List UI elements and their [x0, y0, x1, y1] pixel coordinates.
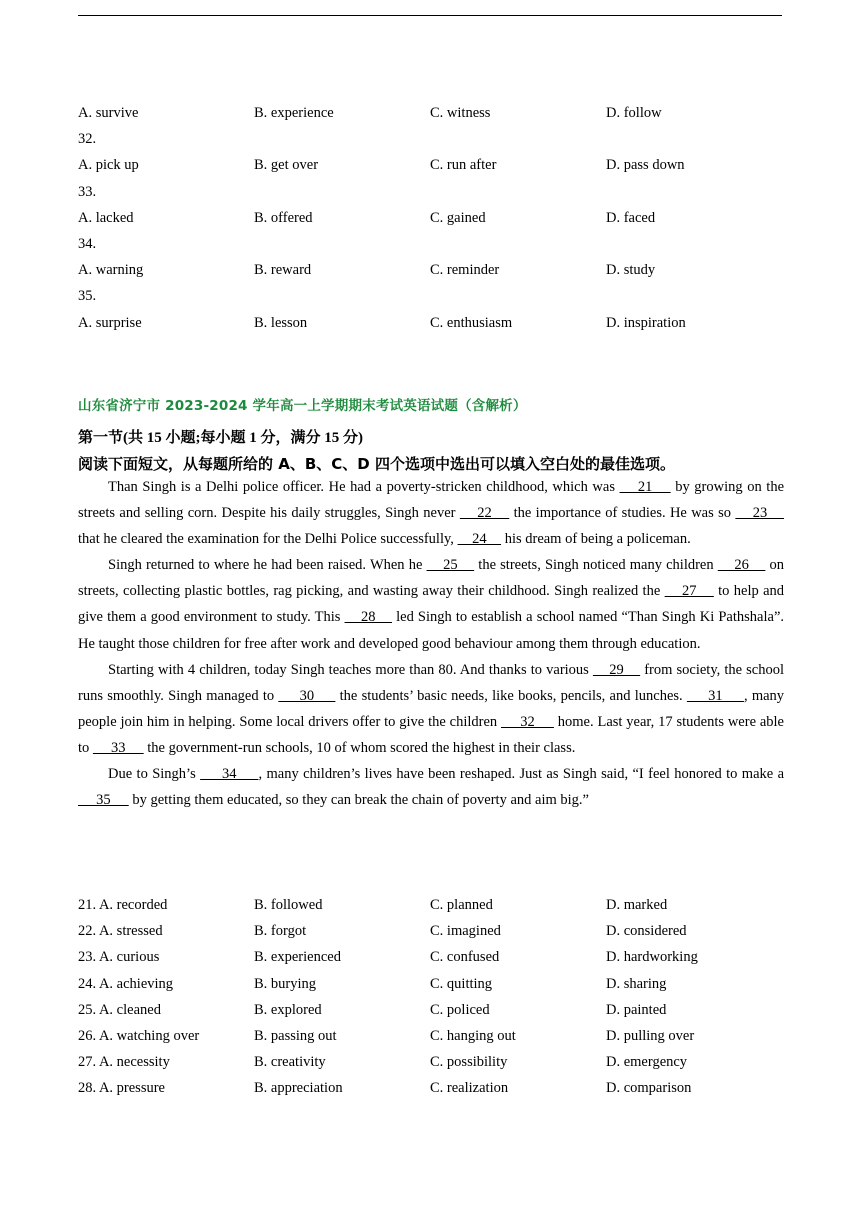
- option-b: B. experienced: [254, 949, 341, 966]
- question-row-27: [78, 1049, 782, 1075]
- option-c: C. confused: [430, 949, 500, 966]
- source-title-link[interactable]: 山东省济宁市 2023-2024 学年高一上学期期末考试英语试题（含解析）: [78, 398, 527, 414]
- option-a: A. surprise: [78, 314, 142, 331]
- option-row-31: [78, 100, 782, 126]
- passage-text: his dream of being a policeman.: [501, 531, 691, 548]
- previous-question-options: [78, 100, 782, 336]
- passage-text: that he cleared the examination for the Delhi Police successfully,: [78, 531, 458, 548]
- blank-30: 30: [278, 687, 336, 704]
- passage-text: to help and give them a good environment to study. This: [78, 583, 785, 626]
- passage-text: from society, the school runs smoothly. Singh managed to: [78, 661, 785, 704]
- question-number: 32.: [78, 131, 97, 148]
- paragraph-1: [78, 474, 784, 552]
- option-d: D. study: [606, 262, 656, 279]
- passage-text: the streets, Singh noticed many children: [474, 557, 718, 574]
- option-b: B. offered: [254, 209, 313, 226]
- question-row-22: [78, 918, 782, 944]
- option-a: 26. A. watching over: [78, 1027, 200, 1044]
- question-number-32: [78, 126, 782, 152]
- blank-31: 31: [686, 687, 744, 704]
- option-d: D. sharing: [606, 975, 667, 992]
- section-title: 第一节(共 15 小题;每小题 1 分，满分 15 分): [78, 430, 363, 446]
- option-b: B. lesson: [254, 314, 308, 331]
- blank-26: 26: [717, 557, 766, 574]
- option-d: D. inspiration: [606, 314, 686, 331]
- blank-22: 22: [459, 505, 510, 522]
- question-row-21: [78, 892, 782, 918]
- passage-text: home. Last year, 17 students were able to: [78, 713, 784, 756]
- option-a: 27. A. necessity: [78, 1054, 170, 1071]
- option-c: C. gained: [430, 209, 486, 226]
- option-d: D. emergency: [606, 1054, 688, 1071]
- option-b: B. appreciation: [254, 1080, 343, 1097]
- passage-text: the students’ basic needs, like books, pencils, and lunches.: [335, 687, 687, 704]
- option-b: B. get over: [254, 157, 319, 174]
- option-c: C. possibility: [430, 1054, 508, 1071]
- passage-text: , many children’s lives have been reshaped. Just as Singh said, “I feel honored to make a: [258, 766, 785, 783]
- option-d: D. marked: [606, 897, 668, 913]
- paragraph-3: [78, 657, 784, 761]
- option-d: D. comparison: [606, 1080, 692, 1097]
- question-row-25: [78, 997, 782, 1023]
- option-row-32: [78, 152, 782, 178]
- question-number: 33.: [78, 183, 97, 200]
- option-d: D. pass down: [606, 157, 685, 174]
- option-b: B. experience: [254, 105, 334, 121]
- question-number: 34.: [78, 235, 97, 252]
- option-b: B. reward: [254, 262, 312, 279]
- blank-24: 24: [457, 531, 502, 548]
- option-a: 24. A. achieving: [78, 975, 174, 992]
- passage-text: by growing on the streets and selling corn. Despite his daily struggles, Singh never: [78, 479, 784, 522]
- option-b: B. burying: [254, 975, 317, 992]
- option-c: C. imagined: [430, 923, 501, 940]
- blank-28: 28: [344, 609, 392, 626]
- option-d: D. considered: [606, 923, 687, 940]
- passage-text: Starting with 4 children, today Singh teaches more than 80. And thanks to various: [108, 661, 593, 678]
- option-b: B. explored: [254, 1001, 322, 1018]
- option-c: C. policed: [430, 1001, 490, 1018]
- option-d: D. hardworking: [606, 949, 698, 966]
- option-c: C. enthusiasm: [430, 314, 513, 331]
- question-row-24: [78, 971, 782, 997]
- option-row-33: [78, 205, 782, 231]
- option-d: D. pulling over: [606, 1027, 695, 1044]
- question-options: [78, 892, 782, 1102]
- passage-text: the government-run schools, 10 of whom scored the highest in their class.: [143, 739, 576, 756]
- passage-text: by getting them educated, so they can break the chain of poverty and aim big.”: [128, 792, 589, 809]
- reading-passage: [78, 474, 784, 813]
- option-row-34: [78, 257, 782, 283]
- blank-25: 25: [426, 557, 475, 574]
- passage-text: led Singh to establish a school named “Than Singh Ki Pathshala”. He taught those children for free after work and developed good behaviour among them through education.: [78, 609, 785, 652]
- blank-34: 34: [200, 766, 259, 783]
- option-b: B. creativity: [254, 1054, 326, 1071]
- option-c: C. hanging out: [430, 1027, 516, 1044]
- option-a: A. warning: [78, 262, 144, 279]
- option-c: C. planned: [430, 897, 493, 913]
- option-c: C. run after: [430, 157, 497, 174]
- paragraph-4: [78, 761, 784, 813]
- option-a: 22. A. stressed: [78, 923, 163, 940]
- option-c: C. realization: [430, 1080, 509, 1097]
- question-number-35: [78, 283, 782, 309]
- option-c: C. witness: [430, 105, 491, 121]
- option-d: D. follow: [606, 105, 662, 121]
- paragraph-2: [78, 552, 784, 656]
- header-rule: [78, 15, 782, 16]
- option-d: D. painted: [606, 1001, 667, 1018]
- blank-23: 23: [735, 505, 785, 522]
- passage-text: on streets, collecting plastic bottles, rag picking, and wasting away their childhood. Singh realized the: [78, 557, 785, 600]
- blank-21: 21: [619, 479, 671, 495]
- blank-27: 27: [664, 583, 714, 600]
- passage-text: Than Singh is a Delhi police officer. He had a poverty-stricken childhood, which was: [108, 479, 620, 495]
- blank-32: 32: [500, 713, 554, 730]
- question-row-23: [78, 944, 782, 970]
- passage-text: , many people join him in helping. Some local drivers offer to give the children: [78, 687, 785, 730]
- option-a: A. pick up: [78, 157, 139, 174]
- question-number-33: [78, 179, 782, 205]
- option-a: A. survive: [78, 105, 139, 121]
- option-a: 25. A. cleaned: [78, 1001, 161, 1018]
- question-row-28: [78, 1075, 782, 1101]
- option-a: A. lacked: [78, 209, 134, 226]
- blank-33: 33: [92, 739, 144, 756]
- instructions: 阅读下面短文，从每题所给的 A、B、C、D 四个选项中选出可以填入空白处的最佳选项。: [78, 455, 675, 473]
- option-a: 21. A. recorded: [78, 897, 168, 913]
- passage-text: Due to Singh’s: [108, 766, 201, 783]
- option-c: C. quitting: [430, 975, 493, 992]
- passage-text: Singh returned to where he had been raised. When he: [108, 557, 427, 574]
- option-b: B. followed: [254, 897, 323, 913]
- passage-text: the importance of studies. He was so: [509, 505, 736, 522]
- blank-35: 35: [78, 792, 129, 809]
- option-a: 28. A. pressure: [78, 1080, 165, 1097]
- option-b: B. forgot: [254, 923, 307, 940]
- option-c: C. reminder: [430, 262, 500, 279]
- option-d: D. faced: [606, 209, 656, 226]
- blank-29: 29: [592, 661, 641, 678]
- question-row-26: [78, 1023, 782, 1049]
- option-b: B. passing out: [254, 1027, 337, 1044]
- question-number: 35.: [78, 288, 97, 305]
- option-a: 23. A. curious: [78, 949, 160, 966]
- question-number-34: [78, 231, 782, 257]
- option-row-35: [78, 310, 782, 336]
